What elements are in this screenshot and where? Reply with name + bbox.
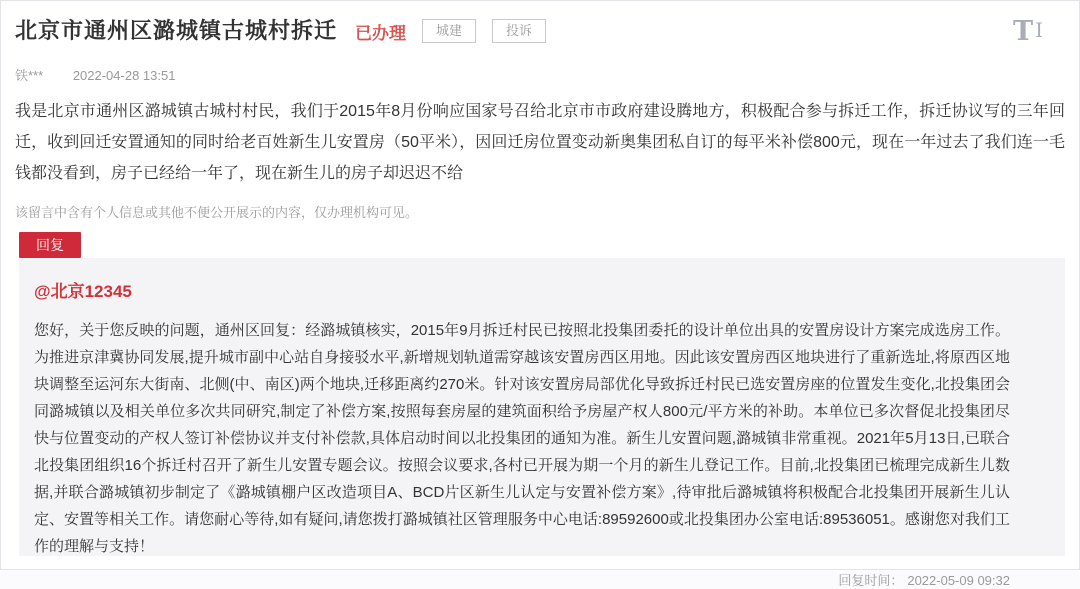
page-title: 北京市通州区潞城镇古城村拆迁 <box>15 18 338 43</box>
author-name: 铁*** <box>15 68 44 83</box>
meta-row <box>15 65 1065 84</box>
text-size-icon-glyph: T <box>1013 15 1034 47</box>
complaint-body: 我是北京市通州区潞城镇古城村村民，我们于2015年8月份响应国家号召给北京市市政府建设腾地方，积极配合参与拆迁工作，拆迁协议写的三年回迁，收到回迁安置通知的同时给老百姓新生儿安置房（50平米），因回迁房位置变动新奥集团私自订的每平米补偿800元，现在一年过去了我们连一毛钱都没看到，房子已经给一年了，现在新生儿的房子却迟迟不给 <box>15 103 1065 182</box>
reply-panel <box>19 258 1065 588</box>
tag-type[interactable]: 投诉 <box>492 19 546 43</box>
post-date: 2022-04-28 13:51 <box>72 68 176 83</box>
reply-time-value: 2022-05-09 09:32 <box>907 573 1010 588</box>
reply-body: 您好，关于您反映的问题，通州区回复：经潞城镇核实，2015年9月拆迁村民已按照北投集团委托的设计单位出具的安置房设计方案完成选房工作。为推进京津冀协同发展,提升城市副中心站自身接驳水平,新增规划轨道需穿越该安置房西区用地。因此该安置房西区地块进行了重新选址,将原西区地块调整至运河东大街南、北侧(中、南区)两个地块,迁移距离约270米。针对该安置房局部优化导致拆迁村民已选安置房座的位置发生变化,北投集团会同潞城镇以及相关单位多次共同研究,制定了补偿方案,按照每套房屋的建筑面积给予房屋产权人800元/平方米的补助。本单位已多次督促北投集团尽快与位置变动的产权人签订补偿协议并支付补偿款,具体启动时间以北投集团的通知为准。新生儿安置问题,潞城镇非常重视。2021年5月13日,已联合北投集团组织16个拆迁村召开了新生儿安置专题会议。按照会议要求,各村已开展为期一个月的新生儿登记工作。目前,北投集团已梳理完成新生儿数据,并联合潞城镇初步制定了《潞城镇棚户区改造项目A、BCD片区新生儿认定与安置补偿方案》,待审批后潞城镇将积极配合北投集团开展新生儿认定、安置等相关工作。请您耐心等待,如有疑问,请您拨打潞城镇社区管理服务中心电话:89592600或北投集团办公室电话:89536051。感谢您对我们工作的理解与支持！ <box>34 322 1010 555</box>
title-row <box>15 17 1065 45</box>
privacy-notice: 该留言中含有个人信息或其他不便公开展示的内容，仅办理机构可见。 <box>15 205 419 220</box>
tag-category[interactable]: 城建 <box>422 19 476 43</box>
reply-time-label: 回复时间： <box>838 573 904 588</box>
text-cursor-icon: I <box>1035 17 1043 42</box>
text-size-icon[interactable] <box>1013 15 1043 47</box>
reply-time <box>34 570 1010 589</box>
reply-button[interactable]: 回复 <box>19 232 81 258</box>
status-badge: 已办理 <box>355 23 407 43</box>
reply-author-mention[interactable]: @北京12345 <box>34 282 132 301</box>
